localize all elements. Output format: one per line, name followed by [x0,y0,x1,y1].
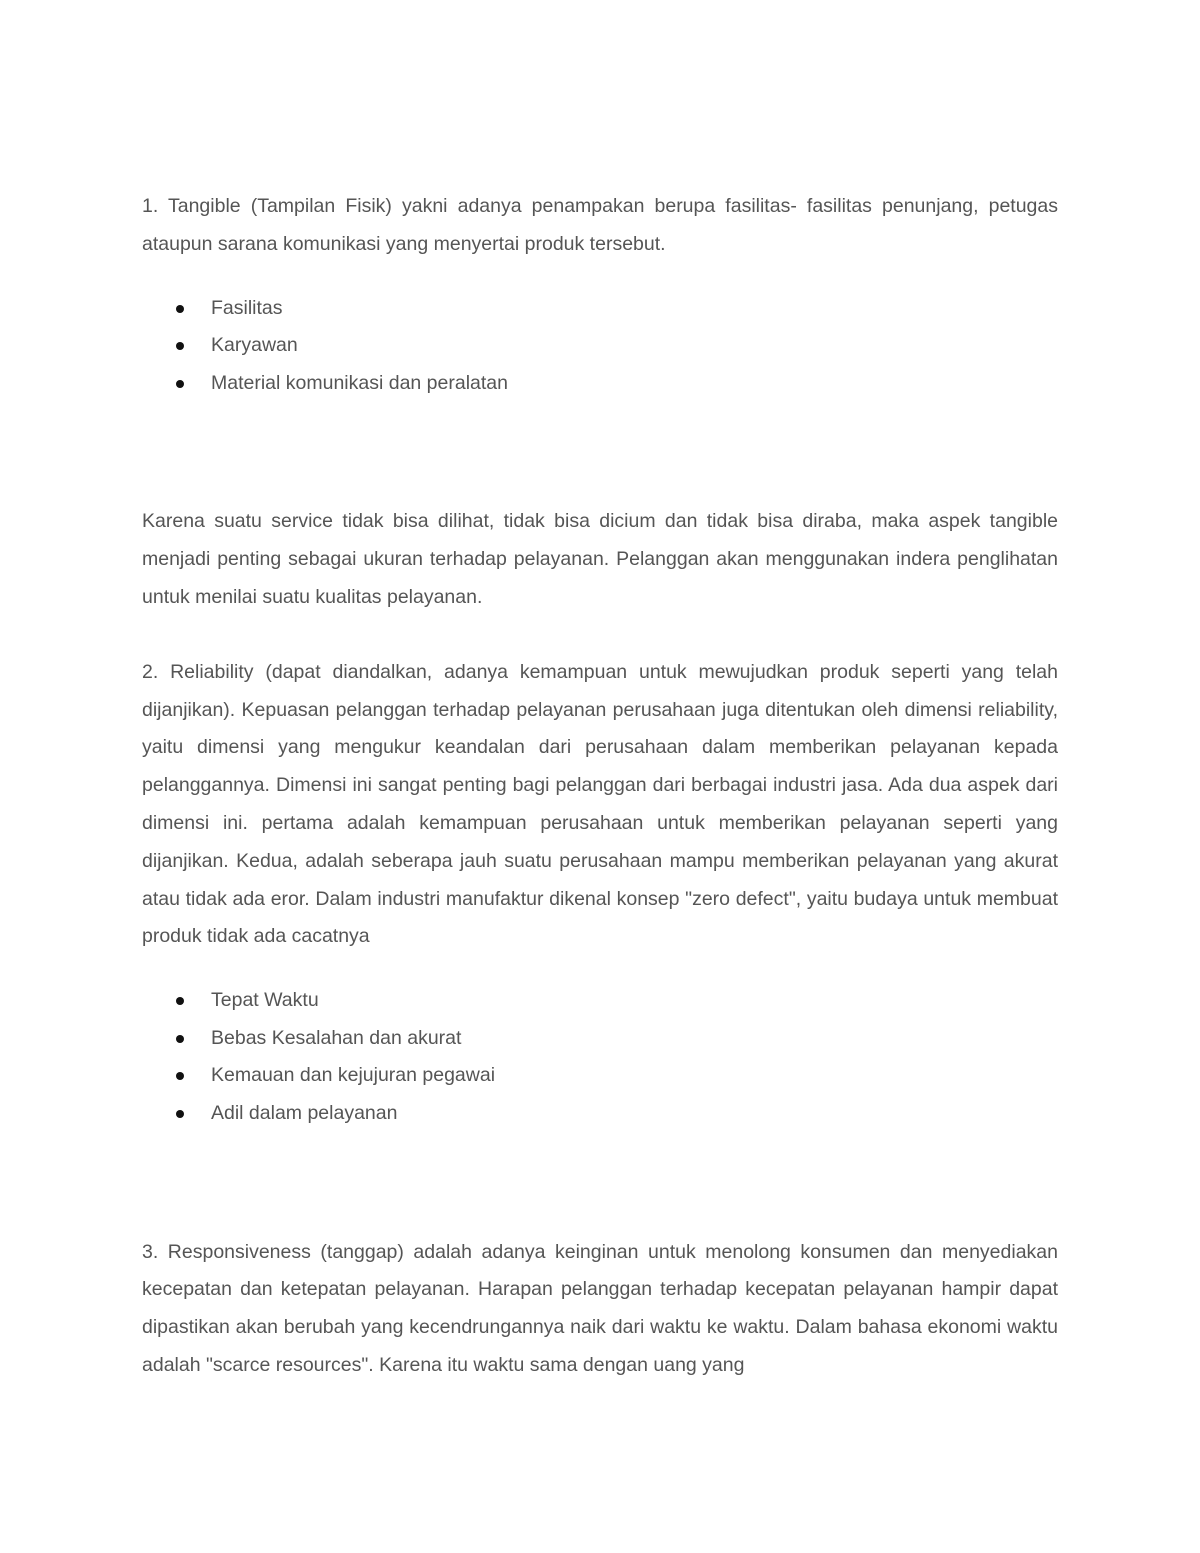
section-1-explanation: Karena suatu service tidak bisa dilihat, tidak bisa dicium dan tidak bisa diraba, maka aspek tangible menjadi penting sebagai ukuran terhadap pelayanan. Pelanggan akan menggunakan indera penglihatan untuk menilai suatu kualitas pelayanan. [142,510,1058,608]
spacer [142,1133,1058,1234]
section-3-paragraph: 3. Responsiveness (tanggap) adalah adanya keinginan untuk menolong konsumen dan menyediakan kecepatan dan ketepatan pelayanan. Harapan pelanggan terhadap kecepatan pelayanan hampir dapat dipastikan akan berubah yang kecendrungannya naik dari waktu ke waktu. Dalam bahasa ekonomi waktu adalah "scarce resources". Karena itu waktu sama dengan uang yang [142,1240,1058,1376]
spacer [142,264,1058,290]
list-item-text: Adil dalam pelayanan [211,1101,398,1124]
list-item-text: Tepat Waktu [211,989,319,1012]
bullet-icon [176,997,184,1005]
list-item [142,1020,1058,1058]
bullet-icon [176,1110,184,1118]
section-2-paragraph: 2. Reliability (dapat diandalkan, adanya kemampuan untuk mewujudkan produk seperti yang telah dijanjikan). Kepuasan pelanggan terhadap pelayanan perusahaan juga ditentukan oleh dimensi reliability, yaitu dimensi yang mengukur keandalan dari perusahaan dalam memberikan pelayanan kepada pelanggannya. Dimensi ini sangat penting bagi pelanggan dari berbagai industri jasa. Ada dua aspek dari dimensi ini. pertama adalah kemampuan perusahaan untuk memberikan pelayanan seperti yang dijanjikan. Kedua, adalah seberapa jauh suatu perusahaan mampu memberikan pelayanan yang akurat atau tidak ada eror. Dalam industri manufaktur dikenal konsep "zero defect", yaitu budaya untuk membuat produk tidak ada cacatnya [142,660,1058,948]
list-item [142,1057,1058,1095]
list-item-text: Karyawan [211,334,298,357]
list-item-text: Kemauan dan kejujuran pegawai [211,1064,496,1087]
bullet-icon [176,1072,184,1080]
spacer [142,617,1058,654]
list-item [142,1095,1058,1133]
section-2-bullet-list [142,982,1058,1132]
document-page [142,188,1058,1385]
spacer [142,956,1058,982]
list-item [142,290,1058,328]
list-item [142,365,1058,403]
section-1-paragraph: 1. Tangible (Tampilan Fisik) yakni adanya penampakan berupa fasilitas- fasilitas penunjang, petugas ataupun sarana komunikasi yang menyertai produk tersebut. [142,195,1058,255]
list-item-text: Fasilitas [211,296,283,319]
bullet-icon [176,342,184,350]
list-item-text: Bebas Kesalahan dan akurat [211,1026,462,1049]
list-item [142,982,1058,1020]
section-1-bullet-list [142,290,1058,403]
list-item-text: Material komunikasi dan peralatan [211,371,508,394]
bullet-icon [176,305,184,313]
bullet-icon [176,380,184,388]
spacer [142,402,1058,503]
list-item [142,327,1058,365]
bullet-icon [176,1035,184,1043]
